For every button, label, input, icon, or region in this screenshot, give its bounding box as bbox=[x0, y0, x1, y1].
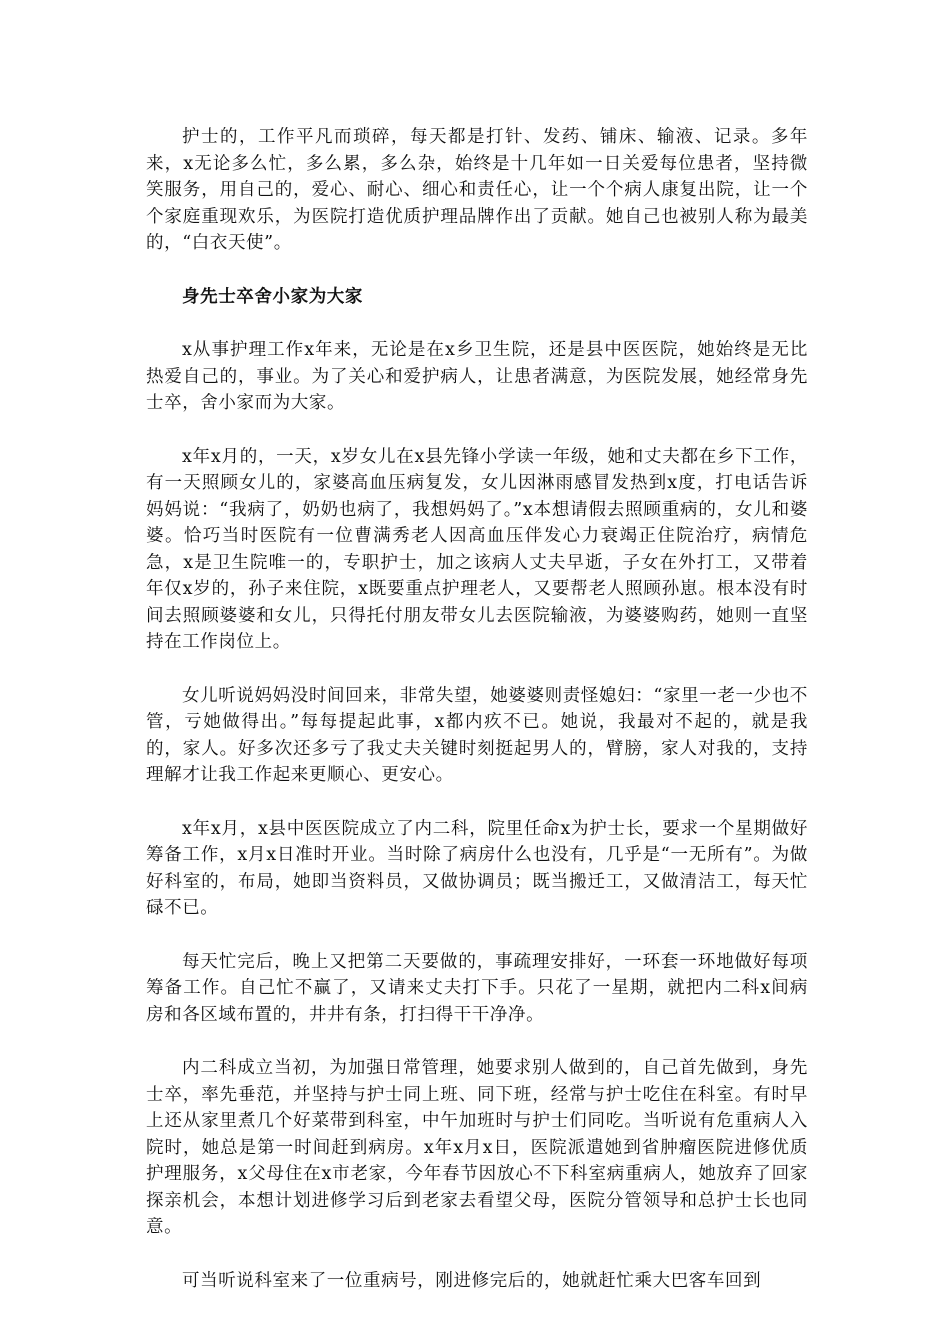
paragraph: 护士的，工作平凡而琐碎，每天都是打针、发药、铺床、输液、记录。多年来，x无论多么忙，多么累，多么杂，始终是十几年如一日关爱每位患者，坚持微笑服务，用自己的，爱心、耐心、细心和责任心，让一个个病人康复出院，让一个个家庭重现欢乐，为医院打造优质护理品牌作出了贡献。她自己也被别人称为最美的，“白衣天使”。 bbox=[146, 127, 808, 253]
document-body bbox=[146, 124, 808, 1321]
section-heading: 身先士卒舍小家为大家 bbox=[182, 286, 363, 307]
paragraph: 每天忙完后，晚上又把第二天要做的，事疏理安排好，一环套一环地做好每项筹备工作。自己忙不赢了，又请来丈夫打下手。只花了一星期，就把内二科x间病房和各区域布置的，井井有条，打扫得干干净净。 bbox=[146, 951, 808, 1025]
paragraph: x从事护理工作x年来，无论是在x乡卫生院，还是县中医医院，她始终是无比热爱自己的，事业。为了关心和爱护病人，让患者满意，为医院发展，她经常身先士卒，舍小家而为大家。 bbox=[146, 340, 808, 413]
paragraph: x年x月，x县中医医院成立了内二科，院里任命x为护士长，要求一个星期做好筹备工作，x月x日准时开业。当时除了病房什么也没有，几乎是“一无所有”。为做好科室的，布局，她即当资料员，又做协调员；既当搬迁工，又做清洁工，每天忙碌不已。 bbox=[146, 818, 808, 918]
paragraph: 女儿听说妈妈没时间回来，非常失望，她婆婆则责怪媳妇：“家里一老一少也不管，亏她做得出。”每每提起此事，x都内疚不已。她说，我最对不起的，就是我的，家人。好多次还多亏了我丈夫关键时刻挺起男人的，臂膀，家人对我的，支持理解才让我工作起来更顺心、更安心。 bbox=[146, 685, 808, 785]
paragraph: x年x月的，一天，x岁女儿在x县先锋小学读一年级，她和丈夫都在乡下工作，有一天照顾女儿的，家婆高血压病复发，女儿因淋雨感冒发热到x度，打电话告诉妈妈说：“我病了，奶奶也病了，我想妈妈了。”x本想请假去照顾重病的，女儿和婆婆。恰巧当时医院有一位曹满秀老人因高血压伴发心力衰竭正住院治疗，病情危急，x是卫生院唯一的，专职护士，加之该病人丈夫早逝，子女在外打工，又带着年仅x岁的，孙子来住院，x既要重点护理老人，又要帮老人照顾孙崽。根本没有时间去照顾婆婆和女儿，只得托付朋友带女儿去医院输液，为婆婆购药，她则一直坚持在工作岗位上。 bbox=[146, 446, 808, 652]
paragraph: 可当听说科室来了一位重病号，刚进修完后的，她就赶忙乘大巴客车回到 bbox=[182, 1270, 762, 1291]
paragraph: 内二科成立当初，为加强日常管理，她要求别人做到的，自己首先做到，身先士卒，率先垂范，并坚持与护士同上班、同下班，经常与护士吃住在科室。有时早上还从家里煮几个好菜带到科室，中午加班时与护士们同吃。当听说有危重病人入院时，她总是第一时间赶到病房。x年x月x日，医院派遣她到省肿瘤医院进修优质护理服务，x父母住在x市老家，今年春节因放心不下科室病重病人，她放弃了回家探亲机会，本想计划进修学习后到老家去看望父母，医院分管领导和总护士长也同意。 bbox=[146, 1058, 808, 1237]
